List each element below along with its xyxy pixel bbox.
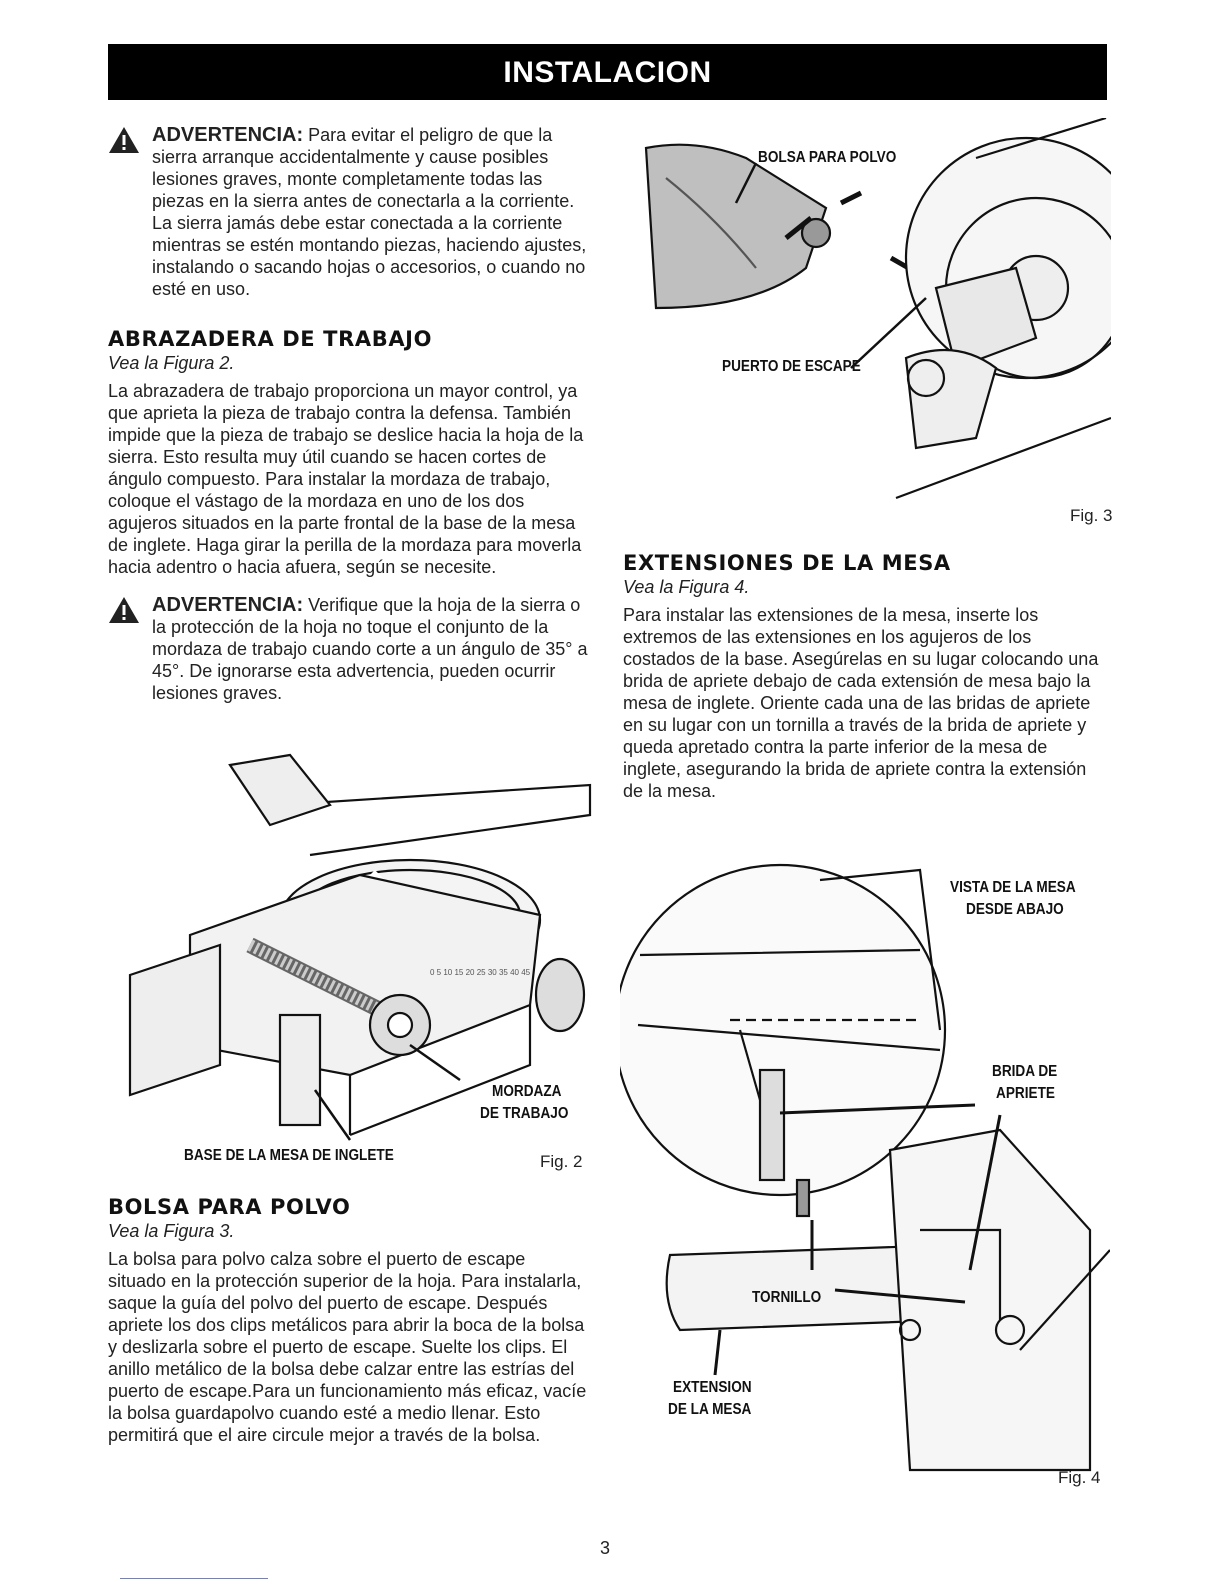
figure-3-illustration: [636, 118, 1111, 508]
footer-rule: [120, 1578, 268, 1579]
section-title-clamp: ABRAZADERA DE TRABAJO: [108, 327, 433, 351]
warning-block: [108, 124, 588, 300]
figure-number: Fig. 2: [540, 1152, 583, 1171]
warning-lead: ADVERTENCIA:: [152, 594, 304, 616]
label-clamp: MORDAZA: [492, 1083, 562, 1100]
label-exhaust-port: PUERTO DE ESCAPE: [722, 358, 861, 375]
label-clamp: DE TRABAJO: [480, 1105, 569, 1122]
figure-reference: Vea la Figura 3.: [108, 1221, 235, 1241]
paragraph-extensions: Para instalar las extensiones de la mesa, inserte los extremos de las extensiones en los agujeros de los costados de la base. Asegúrelas en su lugar colocando una brida de apriete debajo de cada extensión de mesa bajo la mesa de inglete. Oriente cada una de las bridas de apriete en su lugar con un tornilla a través de la brida de apriete y queda apretado contra la parte inferior de la mesa de inglete, asegurando la brida de apriete contra la extensión de la mesa.: [623, 605, 1099, 801]
label-table-view: VISTA DE LA MESA: [950, 879, 1076, 896]
label-extension: EXTENSION: [673, 1379, 752, 1396]
label-table-view: DESDE ABAJO: [966, 901, 1064, 918]
warning-text: Para evitar el peligro de que la sierra arranque accidentalmente y cause posibles lesiones graves, monte completamente todas las piezas en la sierra antes de conectarla a la corriente. La sierra jamás debe estar conectada a la corriente mientras se estén montando piezas, haciendo ajustes, instalando o sacando hojas o accesorios, o cuando no esté en uso.: [152, 125, 587, 299]
warning-lead: ADVERTENCIA:: [152, 124, 304, 146]
label-clamp-bracket: BRIDA DE: [992, 1063, 1058, 1080]
figure-number: Fig. 3: [1070, 506, 1113, 525]
label-clamp-bracket: APRIETE: [996, 1085, 1055, 1102]
paragraph-dustbag: La bolsa para polvo calza sobre el puerto de escape situado en la protección superior de la hoja. Para instalarla, saque la guía del polvo del puerto de escape. Después apriete los dos clips metálicos para abrir la boca de la bolsa y deslizarla sobre el puerto de escape. Suelte los clips. El anillo metálico de la bolsa debe calzar entre las estrías del puerto de escape.Para un funcionamiento más eficaz, vacíe la bolsa guardapolvo cuando esté a medio llenar. Esto permitirá que el aire circule mejor a través de la bolsa.: [108, 1249, 587, 1445]
label-extension: DE LA MESA: [668, 1401, 752, 1418]
section-title-dustbag: BOLSA PARA POLVO: [108, 1195, 351, 1219]
figure-reference: Vea la Figura 2.: [108, 353, 235, 373]
figure-2-illustration: [110, 745, 600, 1165]
warning-icon: [108, 596, 140, 624]
svg-text:0 5 10 15 20 25 30 35 40 45: 0 5 10 15 20 25 30 35 40 45: [430, 968, 531, 977]
left-column: [108, 124, 588, 704]
paragraph-clamp: La abrazadera de trabajo proporciona un mayor control, ya que aprieta la pieza de trabajo contra la defensa. También impide que la pieza de trabajo se deslice hacia la hoja de la sierra. Esto resulta muy útil cuando se hacen cortes de ángulo compuesto. Para instalar la mordaza de trabajo, coloque el vástago de la mordaza en uno de los dos agujeros situados en la parte frontal de la base de la mesa de inglete. Haga girar la perilla de la mordaza para moverla hacia adentro o hacia afuera, según se necesite.: [108, 381, 584, 577]
left-column-lower: [108, 1194, 588, 1446]
warning-icon: [108, 126, 140, 154]
label-base: BASE DE LA MESA DE INGLETE: [184, 1147, 394, 1164]
figure-reference: Vea la Figura 4.: [623, 577, 750, 597]
right-column: [623, 550, 1103, 802]
label-screw: TORNILLO: [752, 1289, 822, 1306]
label-dust-bag: BOLSA PARA POLVO: [758, 149, 897, 166]
figure-number: Fig. 4: [1058, 1468, 1101, 1487]
warning-text: Verifique que la hoja de la sierra o la protección de la hoja no toque el conjunto de la mordaza de trabajo cuando corte a un ángulo de 35° a 45°. De ignorarse esta advertencia, pueden ocurrir lesiones graves.: [152, 595, 588, 703]
page-number: 3: [600, 1538, 611, 1558]
section-title-extensions: EXTENSIONES DE LA MESA: [623, 551, 951, 575]
section-header: INSTALACION: [108, 44, 1107, 100]
warning-block: [108, 594, 588, 704]
